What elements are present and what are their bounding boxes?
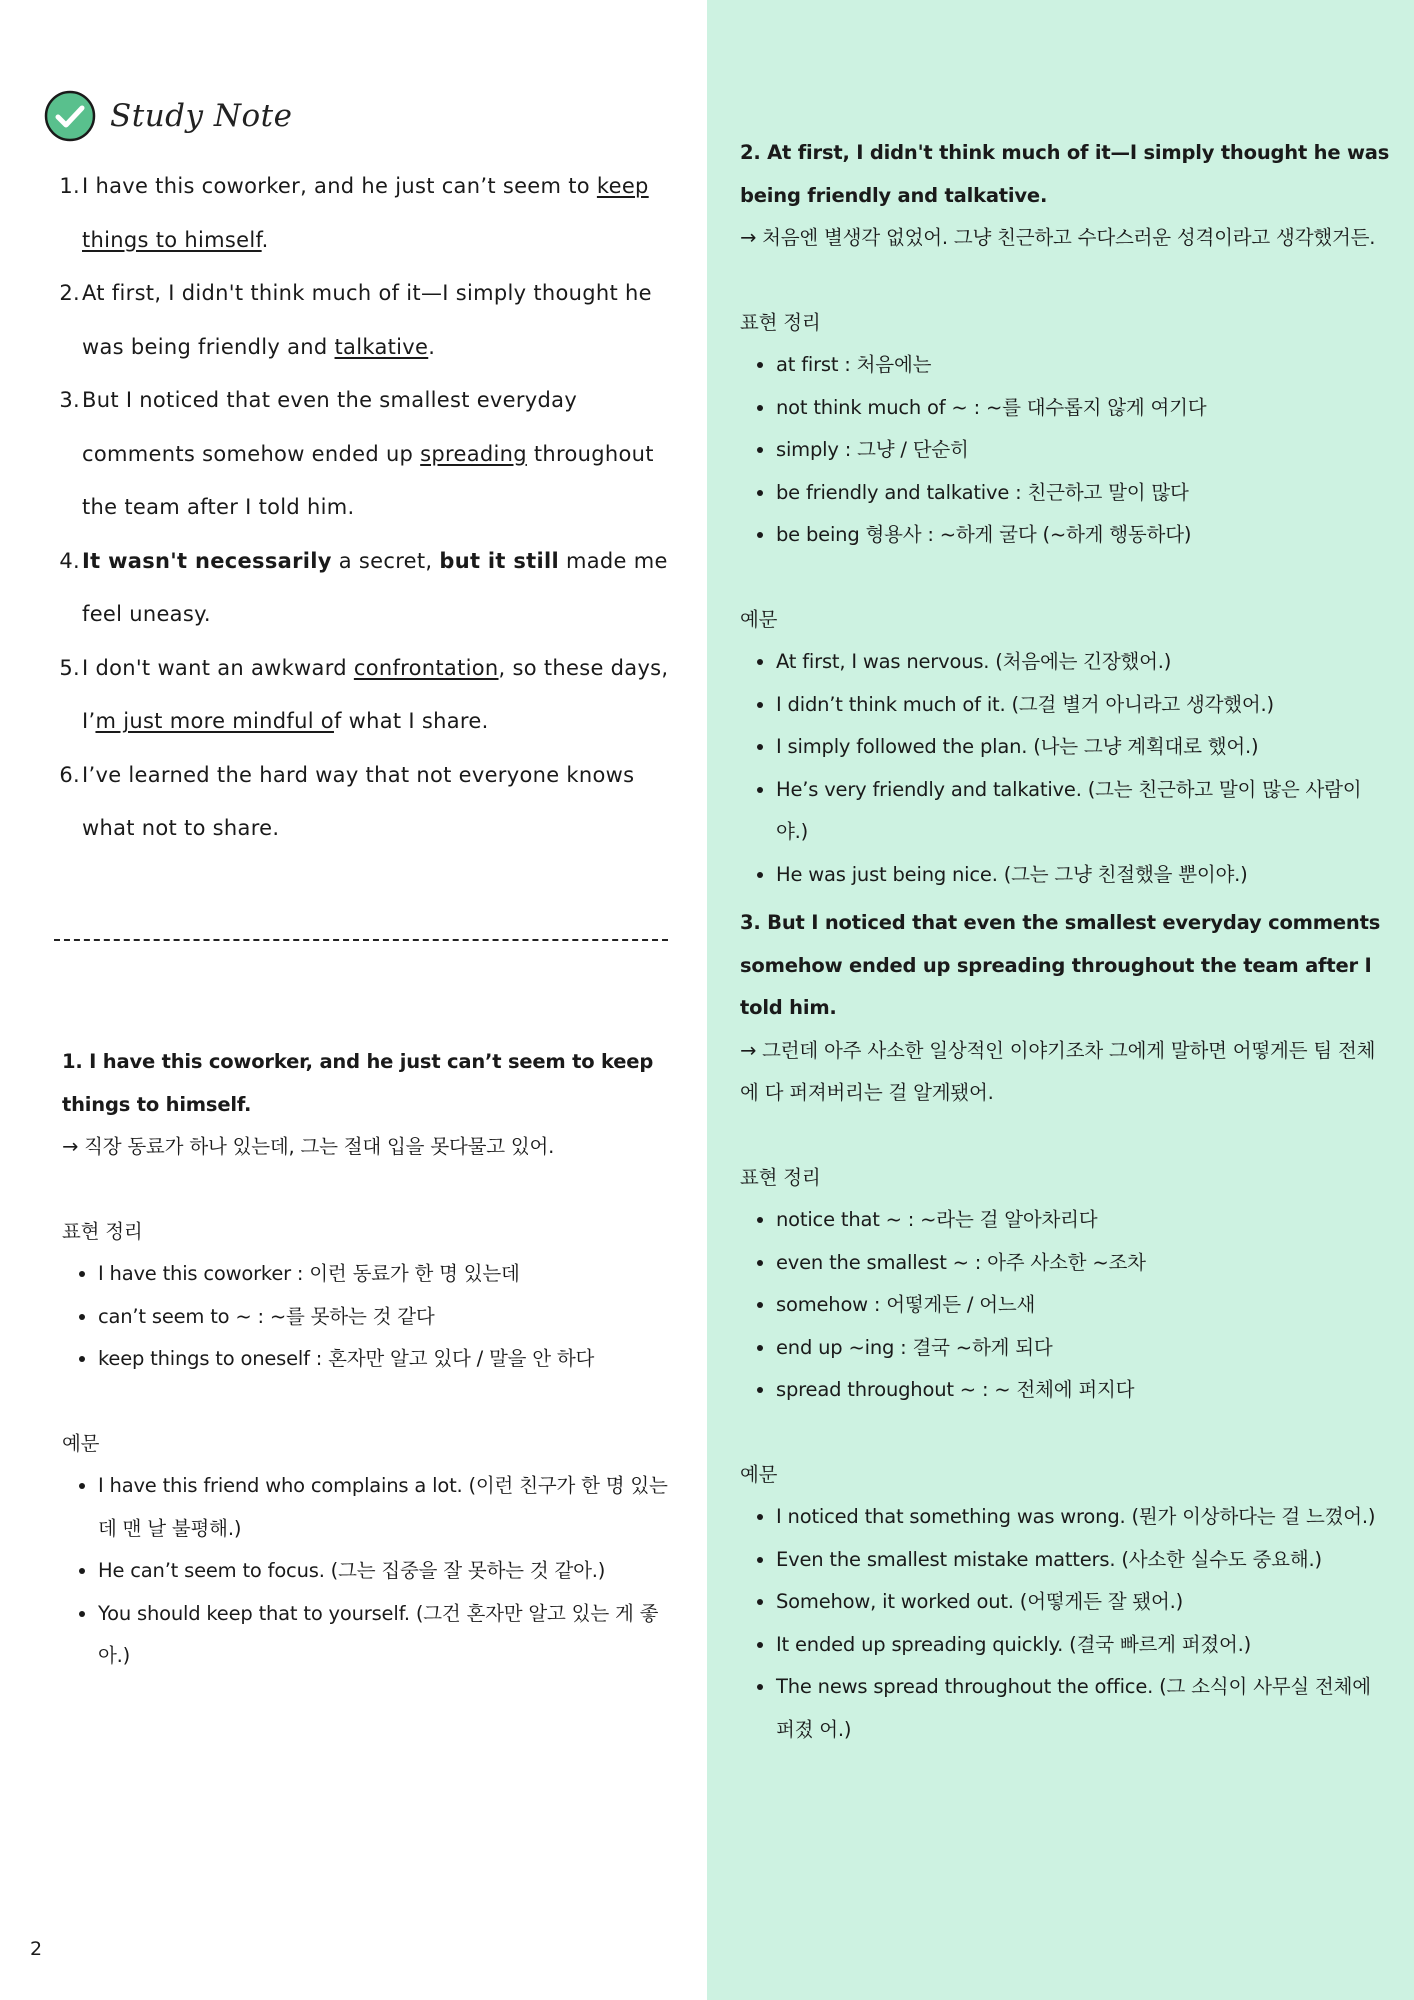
story-item-text — [82, 267, 678, 374]
example-item: • Even the smallest mistake matters. (사소한 실수도 중요해.) — [776, 1539, 1390, 1582]
story-item-number: 2. — [59, 281, 80, 305]
underlined-phrase: confrontation — [353, 655, 499, 680]
expression-item: • be friendly and talkative : 친근하고 말이 많다 — [776, 472, 1390, 515]
story-item — [58, 267, 678, 374]
story-item-number: 4. — [59, 548, 80, 573]
story-item — [58, 642, 678, 749]
expression-item: • somehow : 어떻게든 / 어느새 — [776, 1284, 1390, 1327]
story-item-text — [82, 749, 678, 856]
example-item: • I didn’t think much of it. (그걸 별거 아니라고 생각했어.) — [776, 684, 1390, 727]
story-item — [58, 749, 678, 856]
expressions-list — [740, 1199, 1390, 1412]
expressions-list — [740, 344, 1390, 557]
expression-item: • at first : 처음에는 — [776, 344, 1390, 387]
expression-item: • simply : 그냥 / 단순히 — [776, 429, 1390, 472]
page-title: Study Note — [110, 98, 293, 134]
note-translation: → 그런데 아주 사소한 일상적인 이야기조차 그에게 말하면 어떻게든 팀 전체에 다 퍼져버리는 걸 알게됐어. — [740, 1038, 1376, 1104]
example-item: • I noticed that something was wrong. (뭔가 이상하다는 걸 느꼈어.) — [776, 1496, 1390, 1539]
bold-phrase: It wasn't necessarily — [82, 548, 332, 573]
note-sentence: 2. At first, I didn't think much of it—I simply thought he was being friendly and talkative. — [740, 141, 1390, 207]
bold-phrase: but it still — [439, 548, 559, 573]
story-item — [58, 535, 678, 642]
note-sentence-1 — [62, 1041, 672, 1678]
story-item-text — [82, 535, 678, 642]
example-item: • I simply followed the plan. (나는 그냥 계획대로 했어.) — [776, 726, 1390, 769]
examples-list — [740, 641, 1390, 896]
story-list — [58, 160, 678, 856]
text-run: . — [261, 227, 269, 252]
check-circle-icon — [44, 90, 96, 142]
expression-item: • spread throughout ~ : ~ 전체에 퍼지다 — [776, 1369, 1390, 1412]
note-sentence: 1. I have this coworker, and he just can’t seem to keep things to himself. — [62, 1050, 654, 1116]
expression-item: • can’t seem to ~ : ~를 못하는 것 같다 — [98, 1296, 672, 1339]
expression-item: • end up ~ing : 결국 ~하게 되다 — [776, 1327, 1390, 1370]
expression-item: • even the smallest ~ : 아주 사소한 ~조차 — [776, 1242, 1390, 1285]
example-item: • He can’t seem to focus. (그는 집중을 잘 못하는 것 같아.) — [98, 1550, 672, 1593]
expression-item: • keep things to oneself : 혼자만 알고 있다 / 말을 안 하다 — [98, 1338, 672, 1381]
expressions-list — [62, 1253, 672, 1381]
example-item: • At first, I was nervous. (처음에는 긴장했어.) — [776, 641, 1390, 684]
story-item-text — [82, 160, 678, 267]
text-run: a secret, — [331, 548, 440, 573]
expressions-label: 표현 정리 — [740, 310, 821, 334]
story-item-number: 1. — [59, 174, 80, 198]
page-number: 2 — [30, 1938, 43, 1960]
example-item: • The news spread throughout the office. (그 소식이 사무실 전체에 퍼졌 어.) — [776, 1666, 1390, 1751]
note-sentence: 3. But I noticed that even the smallest everyday comments somehow ended up spreading throughout the team after I told him. — [740, 911, 1381, 1019]
underlined-phrase: m just more mindful o — [95, 709, 334, 733]
text-run: But I noticed that even the smallest everyday comments somehow ended up — [82, 388, 578, 466]
examples-label: 예문 — [62, 1431, 100, 1455]
study-note-header — [44, 90, 292, 142]
examples-list — [740, 1496, 1390, 1751]
note-sentence-3 — [740, 902, 1390, 1751]
text-run: At first, I didn't think much of it—I simply thought he was being friendly and — [82, 281, 652, 359]
story-item-number: 3. — [59, 388, 80, 412]
note-sentence-2 — [740, 132, 1390, 896]
example-item: • It ended up spreading quickly. (결국 빠르게 퍼졌어.) — [776, 1624, 1390, 1667]
examples-label: 예문 — [740, 607, 778, 631]
note-translation: → 처음엔 별생각 없었어. 그냥 친근하고 수다스러운 성격이라고 생각했거든. — [740, 226, 1376, 249]
underlined-phrase: spreading — [420, 441, 527, 466]
story-item-number: 6. — [59, 762, 80, 787]
expressions-label: 표현 정리 — [740, 1165, 821, 1189]
note-translation: → 직장 동료가 하나 있는데, 그는 절대 입을 못다물고 있어. — [62, 1135, 555, 1158]
expression-item: • not think much of ~ : ~를 대수롭지 않게 여기다 — [776, 387, 1390, 430]
text-run: throughout the team after I told him. — [82, 441, 654, 519]
story-item-text — [82, 374, 678, 535]
example-item: • He’s very friendly and talkative. (그는 친근하고 말이 많은 사람이야.) — [776, 769, 1390, 854]
examples-list — [62, 1465, 672, 1678]
underlined-phrase: talkative — [334, 334, 429, 359]
text-run: . — [428, 334, 436, 359]
example-item: • I have this friend who complains a lot. (이런 친구가 한 명 있는데 맨 날 불평해.) — [98, 1465, 672, 1550]
example-item: • He was just being nice. (그는 그냥 친절했을 뿐이야.) — [776, 854, 1390, 897]
example-item: • You should keep that to yourself. (그건 혼자만 알고 있는 게 좋아.) — [98, 1593, 672, 1678]
text-run: , so these days, I’ — [82, 655, 669, 733]
right-column — [707, 0, 1414, 2000]
expression-item: • be being 형용사 : ~하게 굴다 (~하게 행동하다) — [776, 514, 1390, 557]
text-run: made me feel uneasy. — [82, 548, 668, 626]
expressions-label: 표현 정리 — [62, 1219, 143, 1243]
text-run: I don't want an awkward — [82, 655, 354, 680]
story-item-text — [82, 642, 678, 749]
text-run: I’ve learned the hard way that not everyone knows what not to share. — [82, 762, 635, 840]
dashed-divider — [54, 939, 668, 941]
expression-item: • notice that ~ : ~라는 걸 알아차리다 — [776, 1199, 1390, 1242]
story-item — [58, 160, 678, 267]
text-run: f what I share. — [333, 709, 489, 733]
story-item-number: 5. — [59, 655, 80, 680]
story-item — [58, 374, 678, 535]
example-item: • Somehow, it worked out. (어떻게든 잘 됐어.) — [776, 1581, 1390, 1624]
text-run: I have this coworker, and he just can’t seem to — [82, 174, 597, 198]
expression-item: • I have this coworker : 이런 동료가 한 명 있는데 — [98, 1253, 672, 1296]
underlined-phrase: keep things to himself — [82, 174, 649, 252]
examples-label: 예문 — [740, 1462, 778, 1486]
